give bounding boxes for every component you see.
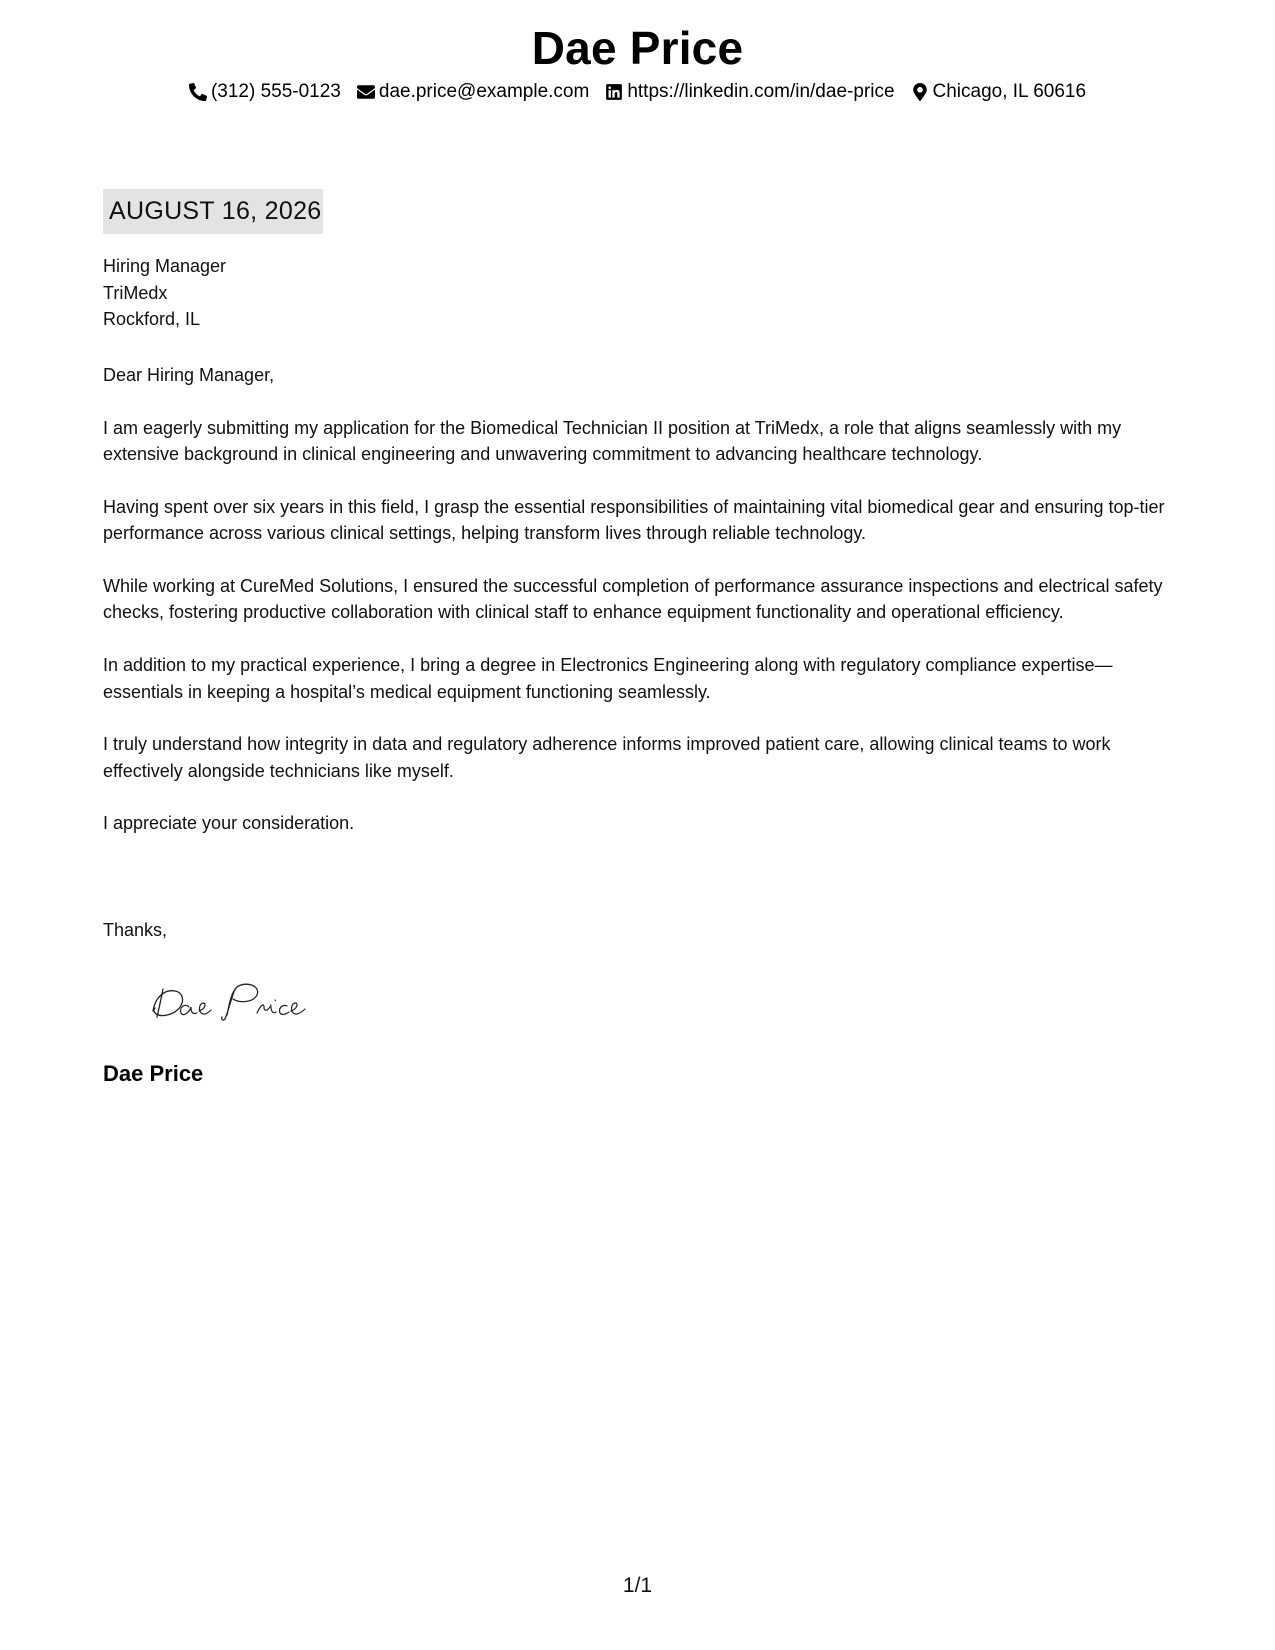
- contact-linkedin[interactable]: [605, 80, 894, 104]
- handwritten-signature: [145, 975, 325, 1025]
- map-marker-icon: [911, 83, 929, 101]
- page-number: 1/1: [622, 1574, 653, 1597]
- body-paragraph: While working at CureMed Solutions, I ensured the successful completion of performance assurance inspections and electrical safety checks, fostering productive collaboration with clinical staff to enhance equipment functionality and operational efficiency.: [103, 576, 1163, 623]
- recipient-title: Hiring Manager: [103, 256, 227, 276]
- envelope-icon: [357, 83, 375, 101]
- closing-line: Thanks,: [103, 920, 168, 940]
- body-paragraph: I am eagerly submitting my application for the Biomedical Technician II position at TriMedx, a role that aligns seamlessly with my extensive background in clinical engineering and unwavering commitment to advancing healthcare technology.: [103, 418, 1122, 465]
- applicant-name-heading: Dae Price: [531, 22, 744, 74]
- body-paragraph: In addition to my practical experience, I bring a degree in Electronics Engineering along with regulatory compliance expertise—essentials in keeping a hospital’s medical equipment functioning seamlessly.: [103, 655, 1113, 702]
- contact-location: [911, 80, 1087, 104]
- sender-name: Dae Price: [103, 1061, 204, 1086]
- recipient-location: Rockford, IL: [103, 309, 201, 329]
- contact-linkedin-text: https://linkedin.com/in/dae-price: [627, 81, 895, 102]
- contact-location-text: Chicago, IL 60616: [932, 81, 1087, 102]
- body-paragraph: I appreciate your consideration.: [103, 813, 355, 834]
- linkedin-icon: [605, 83, 623, 101]
- body-paragraph: I truly understand how integrity in data and regulatory adherence informs improved patient care, allowing clinical teams to work effectively alongside technicians like myself.: [103, 734, 1111, 781]
- body-paragraph: Having spent over six years in this field, I grasp the essential responsibilities of maintaining vital biomedical gear and ensuring top-tier performance across various clinical settings, helping transform lives through reliable technology.: [103, 497, 1165, 544]
- contact-email[interactable]: [357, 80, 589, 104]
- recipient-company: TriMedx: [103, 282, 168, 303]
- contact-info-row: [0, 80, 1275, 104]
- letter-body: [103, 415, 1173, 863]
- contact-phone: [189, 80, 341, 104]
- contact-email-text: dae.price@example.com: [378, 81, 590, 102]
- phone-icon: [189, 83, 207, 101]
- contact-phone-text: (312) 555-0123: [210, 81, 341, 102]
- salutation: Dear Hiring Manager,: [103, 365, 275, 385]
- letter-date: AUGUST 16, 2026: [103, 189, 323, 234]
- recipient-block: [103, 253, 226, 333]
